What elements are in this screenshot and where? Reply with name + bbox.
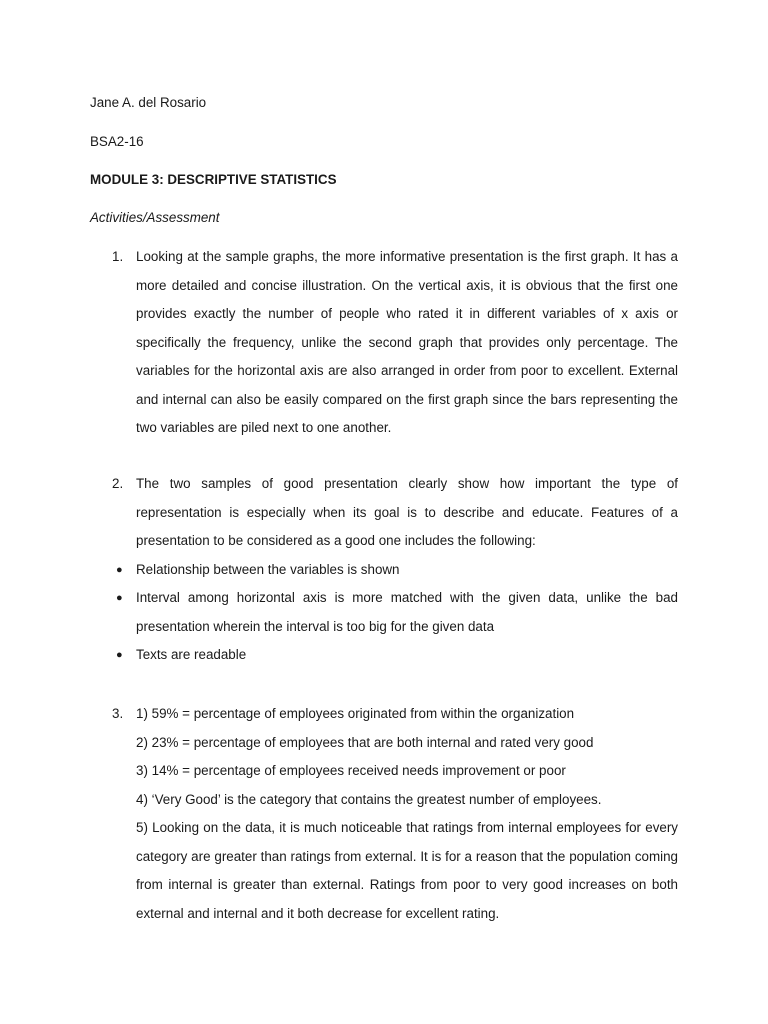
bullet-icon: ● <box>116 649 123 661</box>
subitem: 3) 14% = percentage of employees received needs improvement or poor <box>136 763 566 778</box>
item-number: 3. <box>112 706 124 721</box>
bullet-icon: ● <box>116 563 123 576</box>
bullet-text: Relationship between the variables is shown <box>136 561 400 577</box>
bullet-text: Texts are readable <box>136 647 247 662</box>
bullet-item <box>90 641 678 670</box>
activities-heading: Activities/Assessment <box>90 210 220 225</box>
item-number: 2. <box>112 476 124 491</box>
subitem: 2) 23% = percentage of employees that are both internal and rated very good <box>136 734 594 750</box>
subitem: 5) Looking on the data, it is much noticeable that ratings from internal employees for every category are greater than ratings from external. It is for a reason that the population coming from internal is greater than external. Ratings from poor to very good increases on both external and internal and it both decrease for excellent rating. <box>136 820 678 921</box>
bullet-icon: ● <box>116 592 123 604</box>
bullet-item <box>90 556 678 585</box>
bullet-item <box>90 584 678 641</box>
item-paragraph: Looking at the sample graphs, the more informative presentation is the first graph. It has a more detailed and concise illustration. On the vertical axis, it is obvious that the first one provides exactly the number of people who rated it in different variables of x axis or specifically the frequency, unlike the second graph that provides only percentage. The variables for the horizontal axis are also arranged in order from poor to excellent. External and internal can also be easily compared on the first graph since the bars representing the two variables are piled next to one another. <box>136 249 678 435</box>
item-number: 1. <box>112 249 124 264</box>
section-code: BSA2-16 <box>90 134 144 149</box>
answer-item-1 <box>90 243 678 443</box>
subitem: 1) 59% = percentage of employees originated from within the organization <box>136 706 575 721</box>
answer-item-3 <box>90 700 678 928</box>
author-name: Jane A. del Rosario <box>90 95 207 110</box>
answer-item-2 <box>90 470 678 670</box>
subitem: 4) ‘Very Good’ is the category that contains the greatest number of employees. <box>136 791 602 807</box>
bullet-text: Interval among horizontal axis is more matched with the given data, unlike the bad presentation wherein the interval is too big for the given data <box>136 590 678 634</box>
module-title: MODULE 3: DESCRIPTIVE STATISTICS <box>90 172 337 187</box>
item-paragraph: The two samples of good presentation clearly show how important the type of representation is especially when its goal is to describe and educate. Features of a presentation to be considered as a good one includes the following: <box>136 476 678 548</box>
